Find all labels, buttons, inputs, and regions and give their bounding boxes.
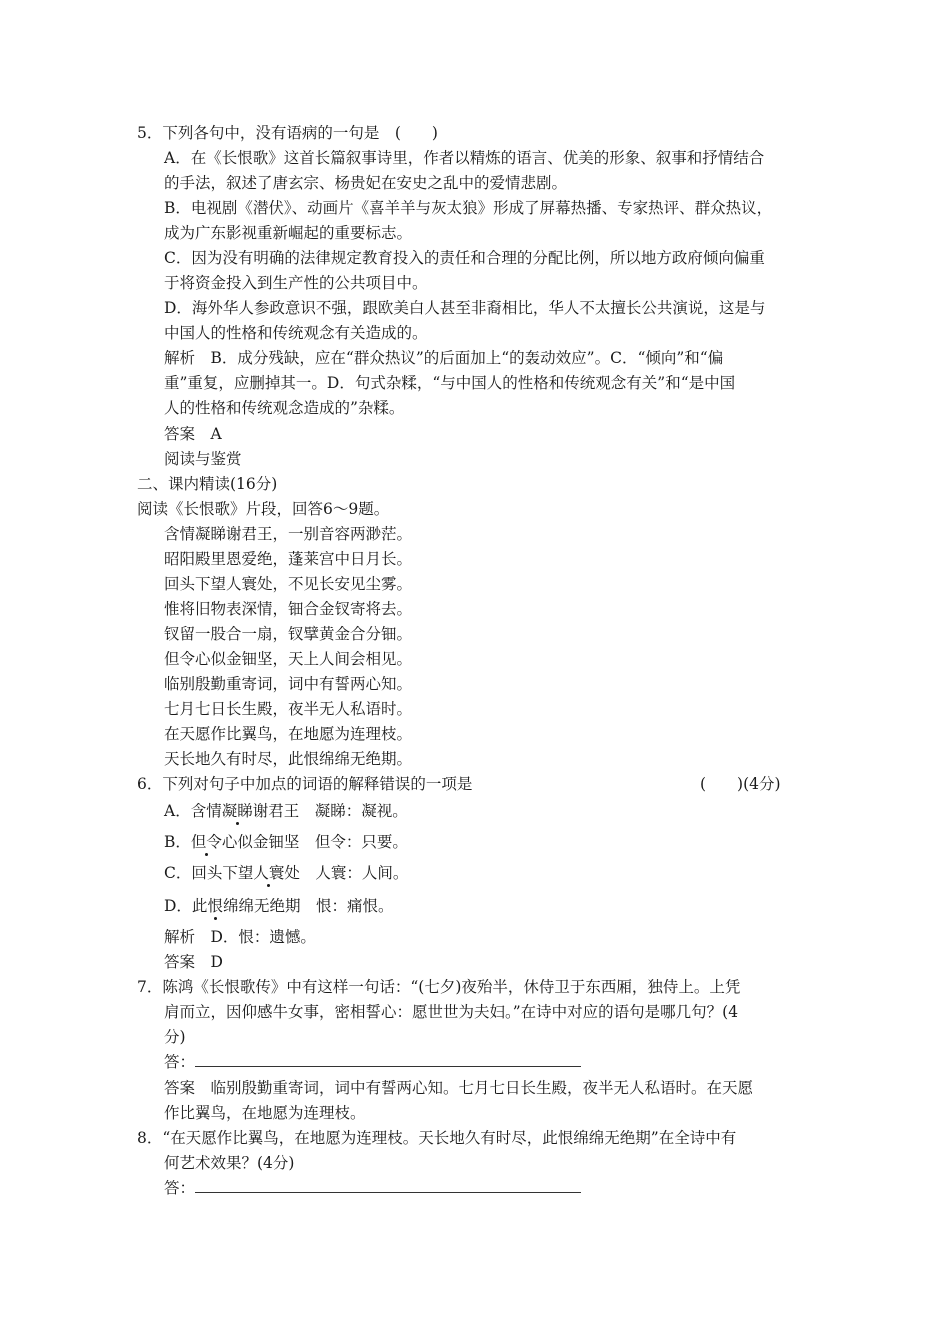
- option-text: 处 人寰：人间。: [284, 864, 409, 882]
- q5-option-d-line2: 中国人的性格和传统观念有关造成的。: [164, 324, 428, 342]
- dotted-word: 人寰: [253, 864, 285, 882]
- q5-explanation-line1: 解析 B．成分残缺，应在“群众热议”的后面加上“的轰动效应”。C．“倾向”和“偏: [164, 349, 724, 367]
- q6-explanation: 解析 D．恨：遗憾。: [164, 928, 316, 946]
- poem-line: 但令心似金钿坚，天上人间会相见。: [164, 650, 413, 668]
- option-text: 绵绵无绝期 恨：痛恨。: [222, 897, 394, 915]
- option-text: B．: [164, 833, 191, 851]
- q6-answer-bracket: ( )(4分): [700, 775, 781, 793]
- q5-stem: 5．下列各句中，没有语病的一句是 ( ): [137, 124, 438, 142]
- q6-answer: 答案 D: [164, 953, 223, 971]
- dotted-word: 但令: [190, 833, 222, 851]
- answer-blank-line[interactable]: [195, 1052, 581, 1067]
- q7-stem-line1: 7．陈鸿《长恨歌传》中有这样一句话：“(七夕)夜殆半，休侍卫于东西厢，独侍上。上凭: [137, 978, 741, 996]
- q6-option-d: [164, 895, 393, 917]
- option-text: 心似金钿坚 但令：只要。: [221, 833, 408, 851]
- option-text: 谢君王 凝睇：凝视。: [252, 802, 408, 820]
- q7-stem-line3: 分): [164, 1028, 186, 1046]
- dotted-word: 恨: [207, 897, 223, 915]
- q6-option-a: [164, 800, 408, 822]
- q5-explanation-line2: 重”重复，应删掉其一。D．句式杂糅，“与中国人的性格和传统观念有关”和“是中国: [164, 374, 736, 392]
- poem-line: 含情凝睇谢君王，一别音容两渺茫。: [164, 525, 413, 543]
- option-text: D．此: [164, 897, 208, 915]
- q5-option-c-line1: C．因为没有明确的法律规定教育投入的责任和合理的分配比例，所以地方政府倾向偏重: [164, 249, 765, 267]
- reading-heading: 阅读与鉴赏: [164, 450, 242, 468]
- q6-option-c: [164, 862, 408, 884]
- poem-line: 惟将旧物表深情，钿合金钗寄将去。: [164, 600, 413, 618]
- section-intro: 阅读《长恨歌》片段，回答6～9题。: [137, 500, 390, 518]
- poem-line: 天长地久有时尽，此恨绵绵无绝期。: [164, 750, 413, 768]
- poem-line: 七月七日长生殿，夜半无人私语时。: [164, 700, 413, 718]
- poem-line: 在天愿作比翼鸟，在地愿为连理枝。: [164, 725, 413, 743]
- q5-option-b-line2: 成为广东影视重新崛起的重要标志。: [164, 224, 413, 242]
- poem-line: 回头下望人寰处，不见长安见尘雾。: [164, 575, 413, 593]
- q5-answer: 答案 A: [164, 425, 222, 443]
- q5-option-c-line2: 于将资金投入到生产性的公共项目中。: [164, 274, 428, 292]
- q5-option-d-line1: D．海外华人参政意识不强，跟欧美白人甚至非裔相比，华人不太擅长公共演说，这是与: [164, 299, 766, 317]
- q6-option-b: [164, 831, 408, 853]
- answer-label: 答：: [164, 1053, 196, 1071]
- q5-option-a-line1: A．在《长恨歌》这首长篇叙事诗里，作者以精炼的语言、优美的形象、叙事和抒情结合: [164, 149, 765, 167]
- poem-line: 钗留一股合一扇，钗擘黄金合分钿。: [164, 625, 413, 643]
- q7-answer-line1: 答案 临别殷勤重寄词，词中有誓两心知。七月七日长生殿，夜半无人私语时。在天愿: [164, 1079, 754, 1097]
- q5-option-a-line2: 的手法，叙述了唐玄宗、杨贵妃在安史之乱中的爱情悲剧。: [164, 174, 568, 192]
- option-text: C．回头下望: [164, 864, 254, 882]
- answer-label: 答：: [164, 1179, 196, 1197]
- poem-line: 昭阳殿里恩爱绝，蓬莱宫中日月长。: [164, 550, 413, 568]
- section-title: 二、课内精读(16分): [137, 475, 278, 493]
- q8-stem-line1: 8．“在天愿作比翼鸟，在地愿为连理枝。天长地久有时尽，此恨绵绵无绝期”在全诗中有: [137, 1129, 737, 1147]
- q5-explanation-line3: 人的性格和传统观念造成的”杂糅。: [164, 399, 405, 417]
- answer-blank-line[interactable]: [195, 1178, 581, 1193]
- q6-stem: 6．下列对句子中加点的词语的解释错误的一项是: [137, 775, 473, 793]
- q7-answer-line2: 作比翼鸟，在地愿为连理枝。: [164, 1104, 366, 1122]
- q5-option-b-line1: B．电视剧《潜伏》、动画片《喜羊羊与灰太狼》形成了屏幕热播、专家热评、群众热议，: [164, 199, 773, 217]
- option-text: A．含情: [164, 802, 222, 820]
- q8-answer-field[interactable]: [164, 1177, 581, 1199]
- q7-stem-line2: 肩而立，因仰感牛女事，密相誓心：愿世世为夫妇。”在诗中对应的语句是哪几句？(4: [164, 1003, 739, 1021]
- q7-answer-field[interactable]: [164, 1051, 581, 1073]
- dotted-word: 凝睇: [221, 802, 253, 820]
- q8-stem-line2: 何艺术效果？(4分): [164, 1154, 295, 1172]
- poem-line: 临别殷勤重寄词，词中有誓两心知。: [164, 675, 413, 693]
